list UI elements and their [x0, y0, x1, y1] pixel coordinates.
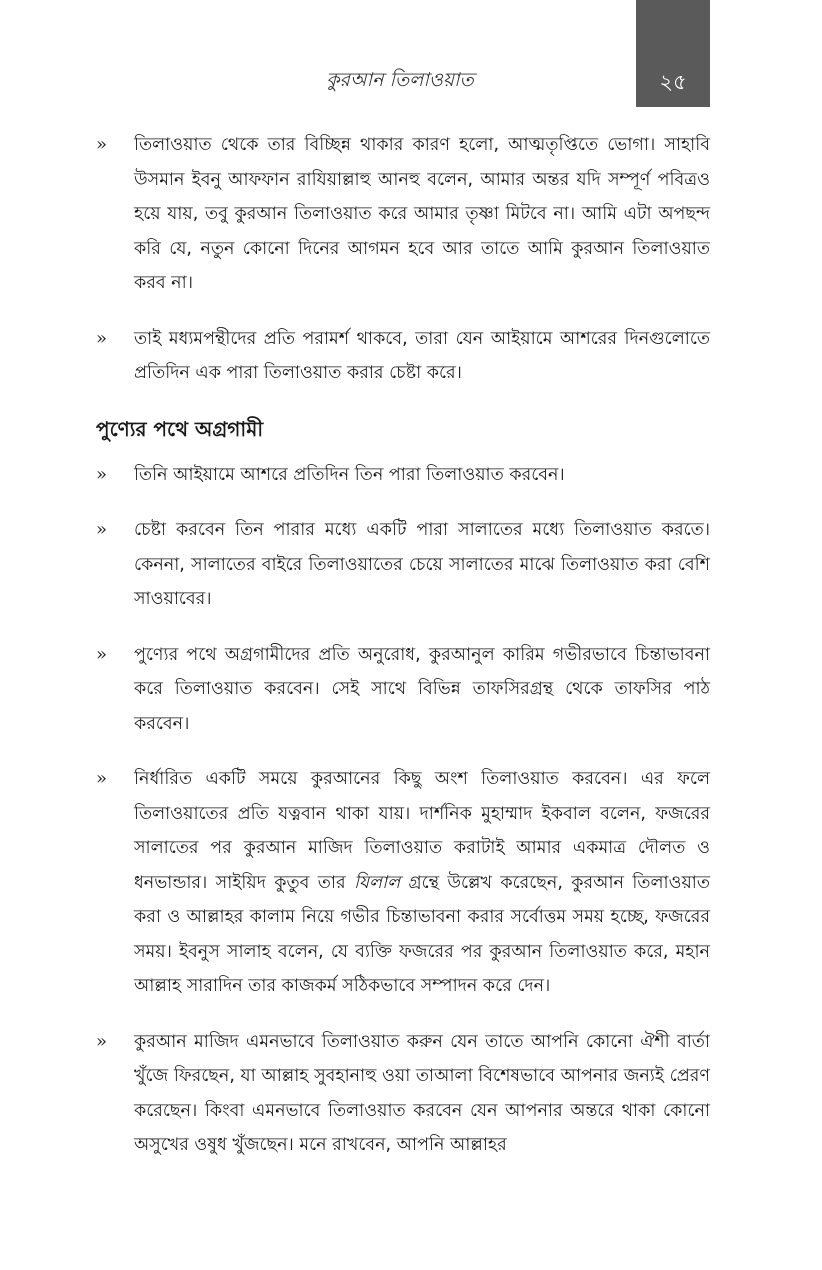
bullet-glyph: »: [96, 768, 108, 789]
item-text: তিলাওয়াত থেকে তার বিচ্ছিন্ন থাকার কারণ হলো, আত্মতৃপ্তিতে ভোগা। সাহাবি উসমান ইবনু আফফান রাযিয়াল্লাহু আনহু বলেন, আমার অন্তর যদি সম্পূর্ণ পবিত্রও হয়ে যায়, তবু কুরআন তিলাওয়াত করে আমার তৃষ্ণা মিটবে না। আমি এটা অপছন্দ করি যে, নতুন কোনো দিনের আগমন হবে আর তাতে আমি কুরআন তিলাওয়াত করব না।: [134, 135, 710, 293]
item-text-part: গ্রন্থে উল্লেখ করেছেন, কুরআন তিলাওয়াত করা ও আল্লাহর কালাম নিয়ে গভীর চিন্তাভাবনা করার সর্বোত্তম সময় হচ্ছে, ফজরের সময়। ইবনুস সালাহ বলেন, যে ব্যক্তি ফজরের পর কুরআন তিলাওয়াত করে, মহান আল্লাহ সারাদিন তার কাজকর্ম সঠিকভাবে সম্পাদন করে দেন।: [134, 872, 710, 996]
list-item: [96, 458, 710, 493]
running-head: কুরআন তিলাওয়াত: [326, 69, 474, 91]
bullet-glyph: »: [96, 519, 108, 540]
page-number-tab: [636, 0, 710, 107]
page-body: [96, 128, 710, 1184]
bullet-glyph: »: [96, 327, 108, 349]
bullet-glyph: »: [96, 463, 108, 485]
section-heading: পুণ্যের পথে অগ্রগামী: [96, 416, 264, 441]
page-number: ২৫: [659, 70, 687, 94]
item-text: [134, 762, 710, 1004]
list-item: [96, 638, 710, 742]
list-item: [96, 1025, 710, 1163]
book-title-italic: যিলাল: [353, 872, 401, 893]
list-item: [96, 762, 710, 1004]
item-text: পুণ্যের পথে অগ্রগামীদের প্রতি অনুরোধ, কুরআনুল কারিম গভীরভাবে চিন্তাভাবনা করে তিলাওয়াত করবেন। সেই সাথে বিভিন্ন তাফসিরগ্রন্থ থেকে তাফসির পাঠ করবেন।: [134, 644, 710, 734]
bullet-glyph: »: [96, 1030, 108, 1052]
item-text: চেষ্টা করবেন তিন পারার মধ্যে একটি পারা সালাতের মধ্যে তিলাওয়াত করতে। কেননা, সালাতের বাইরে তিলাওয়াতের চেয়ে সালাতের মাঝে তিলাওয়াত করা বেশি সাওয়াবের।: [134, 520, 710, 609]
item-text-part: নির্ধারিত একটি সময়ে কুরআনের কিছু অংশ তিলাওয়াত করবেন। এর ফলে তিলাওয়াতের প্রতি যত্নবান থাকা যায়। দার্শনিক মুহাম্মাদ ইকবাল বলেন, ফজরের সালাতের পর কুরআন মাজিদ তিলাওয়াত করাটাই আমার একমাত্র দৌলত ও ধনভান্ডার। সাইয়িদ কুতুব তার: [134, 769, 710, 893]
item-text: কুরআন মাজিদ এমনভাবে তিলাওয়াত করুন যেন তাতে আপনি কোনো ঐশী বার্তা খুঁজে ফিরছেন, যা আল্লাহ সুবহানাহু ওয়া তাআলা বিশেষভাবে আপনার জন্যই প্রেরণ করেছেন। কিংবা এমনভাবে তিলাওয়াত করবেন যেন আপনার অন্তরে থাকা কোনো অসুখের ওষুধ খুঁজছেন। মনে রাখবেন, আপনি আল্লাহর: [134, 1031, 710, 1155]
bullet-glyph: »: [96, 134, 108, 155]
bullet-glyph: »: [96, 643, 108, 665]
list-item: [96, 128, 710, 301]
list-item: [96, 322, 710, 391]
item-text: তাই মধ্যমপন্থীদের প্রতি পরামর্শ থাকবে, তারা যেন আইয়ামে আশরের দিনগুলোতে প্রতিদিন এক পারা তিলাওয়াত করার চেষ্টা করে।: [134, 328, 710, 383]
list-item: [96, 513, 710, 617]
item-text: তিনি আইয়ামে আশরে প্রতিদিন তিন পারা তিলাওয়াত করবেন।: [134, 464, 565, 485]
